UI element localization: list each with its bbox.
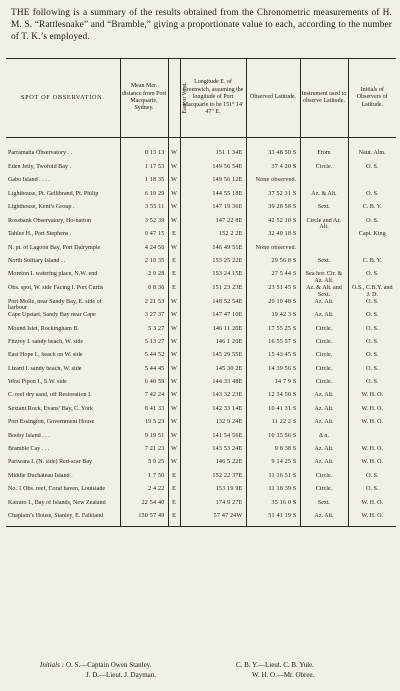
cell-latitude: 14 7 9 S [246, 379, 300, 392]
cell-observers: Naut. Alm. [348, 138, 396, 165]
cell-spot: Parramatta Observatory . . [8, 150, 73, 156]
cell-east-west: E [168, 473, 180, 486]
table-row [6, 433, 396, 446]
cell-east-west: W [168, 392, 180, 405]
cell-meridian-distance: 2 9 28 [120, 271, 168, 285]
cell-instrument: Circle. [300, 339, 348, 352]
cell-spot: Lighthouse, Pt. Gellibrand, Pt. Philip [8, 190, 99, 197]
cell-latitude: 11 22 2 S [246, 419, 300, 432]
cell-latitude: 37 52 31 S [246, 191, 300, 204]
cell-east-west: E [168, 486, 180, 499]
table-row [6, 379, 396, 392]
cell-meridian-distance: 5 44 52 [120, 352, 168, 365]
cell-meridian-distance: 2 4 22 [120, 486, 168, 499]
cell-latitude: 27 5 44 S [246, 271, 300, 285]
cell-observers: W. H. O. [348, 419, 396, 432]
cell-observers: W. H. O. [348, 392, 396, 405]
cell-meridian-distance: 19 5 23 [120, 419, 168, 432]
cell-longitude: 149 56 54E [180, 164, 246, 177]
cell-instrument: Circle. [300, 366, 348, 379]
cell-meridian-distance: 22 54 40 [120, 500, 168, 513]
cell-longitude: 153 19 9E [180, 486, 246, 499]
cell-spot: North Solitary Island . . [8, 257, 66, 264]
cell-east-west: E [168, 285, 180, 299]
cell-observers: O.S., C.B.Y. and J. D. [348, 285, 396, 299]
cell-instrument: Circle. [300, 473, 348, 486]
table-row [6, 500, 396, 513]
cell-meridian-distance: 2 21 53 [120, 299, 168, 313]
cell-latitude: 33 48 50 S [246, 138, 300, 165]
cell-instrument: Circle. [300, 326, 348, 339]
cell-east-west: W [168, 177, 180, 190]
cell-meridian-distance: 5 44 45 [120, 366, 168, 379]
cell-observers [348, 177, 396, 190]
cell-east-west: W [168, 191, 180, 204]
cell-instrument: Az. Alt. [300, 406, 348, 419]
table-row [6, 446, 396, 459]
cell-latitude: 37 4 20 S [246, 164, 300, 177]
table-row [6, 339, 396, 352]
table-header-row [6, 59, 396, 138]
cell-spot: Rossbank Observatory, Ho-barton [8, 217, 92, 224]
initials-os: O. S.—Captain Owen Stanley. [66, 661, 152, 669]
initials-who: W. H. O.—Mr. Obree. [252, 671, 315, 679]
cell-observers: O. S. [348, 352, 396, 365]
cell-observers: O. S. [348, 312, 396, 325]
cell-instrument: Az. Alt. [300, 299, 348, 313]
cell-latitude: 15 43 45 S [246, 352, 300, 365]
cell-instrument: Az. Alt. [300, 459, 348, 472]
cell-instrument: Az. Alt. [300, 419, 348, 432]
cell-spot: Tahlee H., Port Stephens . [8, 231, 72, 238]
cell-latitude: 29 56 8 S [246, 258, 300, 271]
cell-longitude: 143 32 23E [180, 392, 246, 405]
header-spot: SPOT OF OBSERVATION. [6, 59, 120, 138]
cell-longitude: 152 2 2E [180, 231, 246, 244]
cell-spot: Booby Island . . . [8, 432, 50, 439]
cell-longitude: 148 52 54E [180, 299, 246, 313]
cell-spot: C. reef dry sand, off Restoration I. [8, 392, 92, 399]
table-row [6, 392, 396, 405]
cell-observers: O. S. [348, 326, 396, 339]
cell-observers: O. S. [348, 486, 396, 499]
table-row [6, 245, 396, 258]
cell-spot: Gabo Island . . . . [8, 177, 50, 184]
cell-longitude: 151 1 34E [180, 138, 246, 165]
cell-east-west: E [168, 513, 180, 527]
cell-latitude: 19 42 3 S [246, 312, 300, 325]
cell-meridian-distance: 1 18 35 [120, 177, 168, 190]
table-row [6, 406, 396, 419]
cell-observers: Capt. King [348, 231, 396, 244]
cell-meridian-distance: 8 41 33 [120, 406, 168, 419]
table-row [6, 459, 396, 472]
cell-longitude: 132 9 24E [180, 419, 246, 432]
cell-east-west: W [168, 312, 180, 325]
cell-meridian-distance: 7 42 24 [120, 392, 168, 405]
table-row [6, 231, 396, 244]
cell-meridian-distance: 7 21 23 [120, 446, 168, 459]
table-row [6, 285, 396, 299]
cell-spot: Kairaro I., Bay of Islands, New Zealand [8, 499, 106, 506]
header-latitude: Observed Latitude. [246, 59, 300, 138]
cell-east-west: W [168, 446, 180, 459]
cell-observers [348, 433, 396, 446]
cell-instrument: From [300, 138, 348, 165]
cell-instrument: Az. Alt. [300, 312, 348, 325]
cell-longitude: 143 53 24E [180, 446, 246, 459]
cell-longitude: 142 33 14E [180, 406, 246, 419]
cell-longitude: 145 29 55E [180, 352, 246, 365]
cell-observers: O. S. [348, 299, 396, 313]
header-meridian-distance: Mean Mer. distance from Port Macquarie, Sydney. [120, 59, 168, 138]
cell-observers: C. B. Y. [348, 258, 396, 271]
cell-latitude: 51 41 19 S [246, 513, 300, 527]
table-row [6, 473, 396, 486]
table-row [6, 177, 396, 190]
cell-meridian-distance: 5 9 25 [120, 459, 168, 472]
cell-instrument [300, 177, 348, 190]
cell-meridian-distance: 3 52 39 [120, 218, 168, 232]
cell-observers: O. S. [348, 218, 396, 232]
cell-east-west: W [168, 326, 180, 339]
cell-east-west: W [168, 433, 180, 446]
cell-spot: Port Essington, Government House [8, 419, 95, 426]
cell-latitude: 10 35 56 S [246, 433, 300, 446]
cell-instrument: Az. Alt. [300, 392, 348, 405]
cell-latitude: 16 55 57 S [246, 339, 300, 352]
cell-instrument: Az. Alt. [300, 446, 348, 459]
cell-longitude: 147 22 8E [180, 218, 246, 232]
cell-latitude: 12 34 50 S [246, 392, 300, 405]
table-row [6, 326, 396, 339]
cell-meridian-distance: 6 40 59 [120, 379, 168, 392]
table-row [6, 258, 396, 271]
cell-latitude: None observed. [246, 177, 300, 190]
cell-latitude: 42 52 10 S [246, 218, 300, 232]
cell-instrument: Sext. [300, 258, 348, 271]
cell-longitude: 141 54 56E [180, 433, 246, 446]
cell-east-west: E [168, 271, 180, 285]
cell-observers: O. S. [348, 379, 396, 392]
table-row [6, 352, 396, 365]
cell-observers: O. S. [348, 191, 396, 204]
table-row [6, 419, 396, 432]
table-row [6, 204, 396, 217]
cell-latitude: 9 14 25 S [246, 459, 300, 472]
cell-latitude: 20 19 48 S [246, 299, 300, 313]
header-east-west-label: East or West. [181, 82, 188, 114]
cell-east-west: E [168, 231, 180, 244]
table-row [6, 299, 396, 313]
cell-observers: O. S. [348, 339, 396, 352]
cell-longitude: 149 56 12E [180, 177, 246, 190]
cell-observers: O. S. [348, 366, 396, 379]
cell-east-west: W [168, 406, 180, 419]
cell-meridian-distance: 9 19 51 [120, 433, 168, 446]
cell-meridian-distance: 0 8 36 [120, 285, 168, 299]
table-row [6, 218, 396, 232]
cell-meridian-distance: 150 57 49 [120, 513, 168, 527]
cell-spot: Lighthouse, Kent’s Group . [8, 204, 75, 211]
cell-longitude: 153 25 22E [180, 258, 246, 271]
cell-longitude: 147 47 10E [180, 312, 246, 325]
cell-instrument [300, 231, 348, 244]
cell-instrument [300, 245, 348, 258]
cell-spot: Moreton I. watering place, N.W. end [8, 271, 98, 278]
cell-instrument: Circle. [300, 164, 348, 177]
cell-instrument: Sext. [300, 204, 348, 217]
cell-east-west: W [168, 352, 180, 365]
cell-instrument: Sext. [300, 500, 348, 513]
cell-latitude: 10 41 31 S [246, 406, 300, 419]
cell-spot: Mound Islet, Rockingham B. [8, 325, 79, 332]
cell-spot: Cape Upstart, Sandy Bay near Cape [8, 312, 96, 319]
cell-east-west: W [168, 339, 180, 352]
cell-east-west: W [168, 299, 180, 313]
cell-spot: Fitzroy I. sandy beach, W. side [8, 338, 84, 345]
cell-longitude: 145 30 2E [180, 366, 246, 379]
cell-east-west: E [168, 500, 180, 513]
cell-latitude: 39 28 58 S [246, 204, 300, 217]
cell-east-west: W [168, 366, 180, 379]
cell-longitude: 152 22 37E [180, 473, 246, 486]
cell-meridian-distance: 4 24 56 [120, 245, 168, 258]
cell-observers: W. H. O. [348, 459, 396, 472]
cell-latitude: 32 40 18 S [246, 231, 300, 244]
cell-spot: Obs. spot, W. side Facing I. Port Curtis [8, 284, 104, 291]
cell-instrument: Az. Alt. [300, 513, 348, 527]
table-row [6, 191, 396, 204]
table-row [6, 138, 396, 165]
table-row [6, 486, 396, 499]
intro-paragraph: THE following is a summary of the results obtained from the Chronometric measurements of H. M. S. “Rattlesnake” and “Bramble,” giving a proportionate value to each, according to the number of T. K.’s employed. [11, 8, 392, 43]
cell-spot: Bramble Cay . . . [8, 446, 50, 453]
table-row [6, 312, 396, 325]
cell-spot: East Hope I., beach on W. side [8, 352, 83, 359]
cell-spot: Eden Jetty, Twofold Bay . [8, 164, 72, 170]
cell-meridian-distance: 5 3 27 [120, 326, 168, 339]
header-instrument: Instrument used to observe Latitude. [300, 59, 348, 138]
initials-jd: J. D.—Lieut. J. Dayman. [86, 671, 156, 679]
table-row [6, 513, 396, 527]
cell-meridian-distance: 3 55 11 [120, 204, 168, 217]
cell-east-west: W [168, 138, 180, 165]
cell-spot: Port Molle, near Sandy Bay, E. side of harbour [8, 298, 102, 312]
table-row [6, 366, 396, 379]
cell-longitude: 146 49 51E [180, 245, 246, 258]
cell-observers: W. H. O. [348, 446, 396, 459]
cell-latitude: 9 8 38 S [246, 446, 300, 459]
cell-latitude: None observed. [246, 245, 300, 258]
cell-spot: Middle Duchâteau Island . [8, 472, 73, 479]
initials-label: Initials : [40, 661, 64, 669]
cell-latitude: 11 18 39 S [246, 486, 300, 499]
cell-spot: West Pipon I., S.W. side [8, 379, 67, 386]
cell-longitude: 174 9 27E [180, 500, 246, 513]
table-row [6, 164, 396, 177]
cell-meridian-distance: 2 10 35 [120, 258, 168, 271]
cell-longitude: 146 1 20E [180, 339, 246, 352]
cell-longitude: 144 55 18E [180, 191, 246, 204]
cell-spot: N. pt. of Lagoon Bay, Port Dalrymple [8, 244, 101, 251]
cell-instrument: Circle. [300, 486, 348, 499]
cell-instrument: Az. & Alt. [300, 191, 348, 204]
header-longitude: Longitude E. of Greenwich, assuming the longitude of Port Macquarie to be 151° 14′ 47″ E. [180, 59, 246, 138]
cell-east-west: W [168, 204, 180, 217]
cell-meridian-distance: 3 27 37 [120, 312, 168, 325]
cell-spot: Sextant Rock, Evans’ Bay, C. York [8, 405, 93, 412]
header-east-west [168, 59, 188, 138]
cell-east-west: W [168, 379, 180, 392]
cell-meridian-distance: 0 13 13 [120, 138, 168, 165]
cell-longitude: 147 19 36E [180, 204, 246, 217]
header-observers: Initials of Observers of Latitude. [348, 59, 396, 138]
cell-meridian-distance: 1 17 53 [120, 164, 168, 177]
cell-observers: W. H. O. [348, 500, 396, 513]
cell-east-west: W [168, 459, 180, 472]
cell-instrument: Sea hor. Cir. & Az. Alt. [300, 271, 348, 285]
cell-longitude: 146 11 20E [180, 326, 246, 339]
cell-observers: W. H. O. [348, 513, 396, 527]
cell-instrument: Circle. [300, 352, 348, 365]
cell-meridian-distance: 6 19 29 [120, 191, 168, 204]
cell-instrument: Circle and Az. Alt. [300, 218, 348, 232]
cell-latitude: 35 16 0 S [246, 500, 300, 513]
chronometric-results-table [6, 58, 396, 527]
cell-instrument: Circle. [300, 379, 348, 392]
cell-observers: W. H. O. [348, 406, 396, 419]
cell-longitude: 151 23 23E [180, 285, 246, 299]
cell-instrument: Az. & Alt. and Sext. [300, 285, 348, 299]
cell-spot: Chaplain’s House, Stanley, E. Falkland [8, 512, 104, 519]
table-body [6, 138, 396, 527]
cell-spot: Pariwara I. (N. side) Red-scar Bay [8, 459, 93, 466]
cell-longitude: 153 24 15E [180, 271, 246, 285]
cell-latitude: 23 51 45 S [246, 285, 300, 299]
cell-east-west: W [168, 419, 180, 432]
cell-longitude: 57 47 24W [180, 513, 246, 527]
initials-cby: C. B. Y.—Lieut. C. B. Yule. [236, 661, 314, 669]
cell-meridian-distance: 0 47 15 [120, 231, 168, 244]
cell-spot: Lizard I. sandy beach, W. side [8, 365, 82, 372]
cell-meridian-distance: 5 13 27 [120, 339, 168, 352]
cell-observers: C. B. Y. [348, 204, 396, 217]
cell-instrument: ∆ n. [300, 433, 348, 446]
cell-east-west: W [168, 164, 180, 177]
cell-observers: O. S. [348, 164, 396, 177]
cell-east-west: W [168, 245, 180, 258]
cell-spot: No. 1 Obs. reef, Coral haven, Louisiade [8, 486, 106, 493]
cell-east-west: W [168, 218, 180, 232]
cell-observers [348, 245, 396, 258]
cell-latitude: 14 39 56 S [246, 366, 300, 379]
cell-latitude: 17 55 25 S [246, 326, 300, 339]
cell-longitude: 144 33 48E [180, 379, 246, 392]
cell-east-west: E [168, 258, 180, 271]
cell-observers: O. S. [348, 271, 396, 285]
cell-latitude: 11 16 51 S [246, 473, 300, 486]
cell-observers: O. S. [348, 473, 396, 486]
cell-meridian-distance: 1 7 50 [120, 473, 168, 486]
table-row [6, 271, 396, 285]
cell-longitude: 146 5 22E [180, 459, 246, 472]
